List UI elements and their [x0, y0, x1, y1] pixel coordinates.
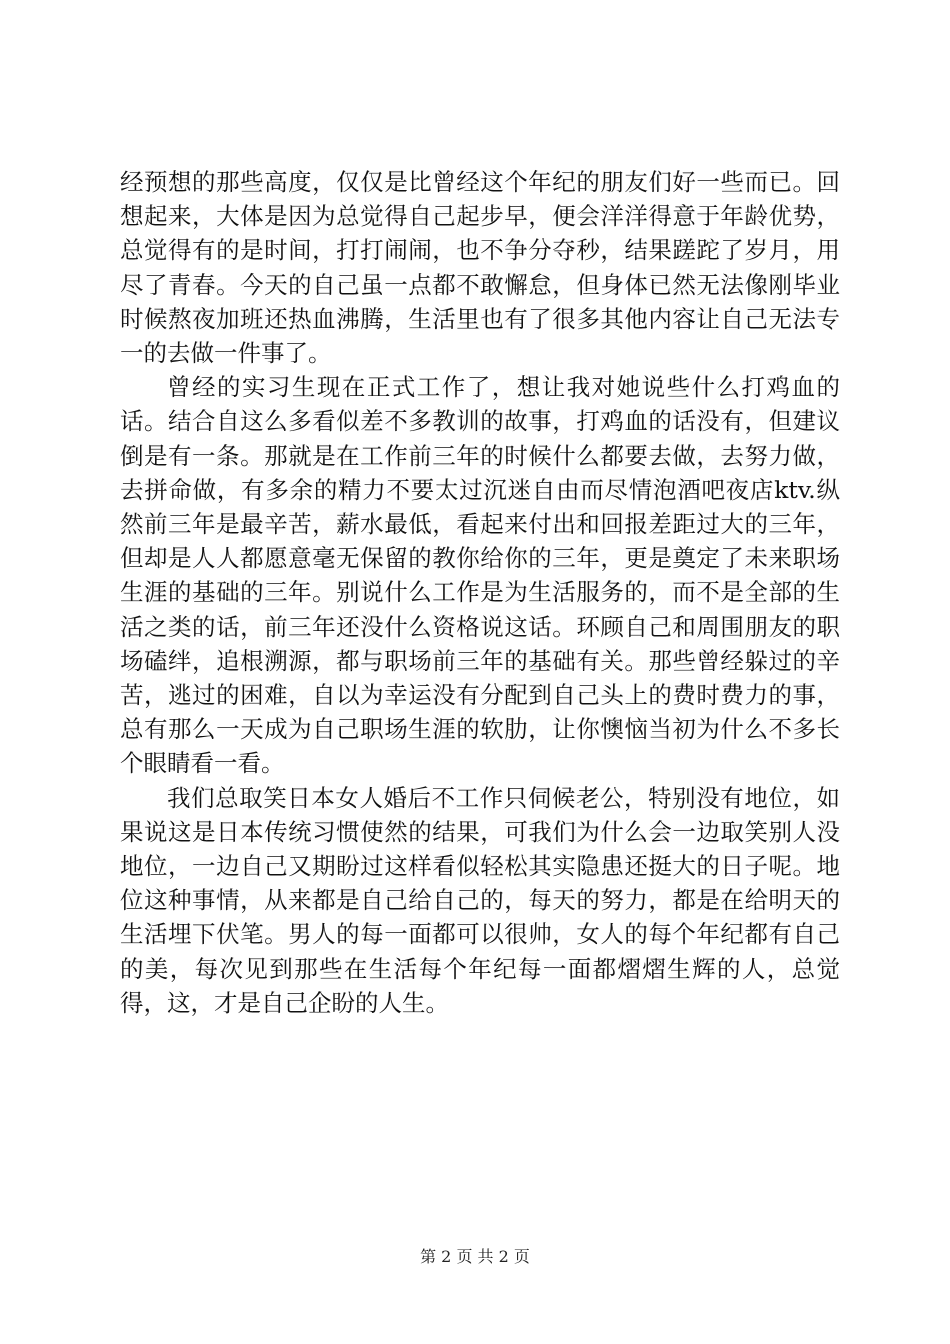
- paragraph-2: 曾经的实习生现在正式工作了，想让我对她说些什么打鸡血的话。结合自这么多看似差不多教训的故事，打鸡血的话没有，但建议倒是有一条。那就是在工作前三年的时候什么都要去做，去努力做，去拼命做，有多余的精力不要太过沉迷自由而尽情泡酒吧夜店ktv.纵然前三年是最辛苦，薪水最低，看起来付出和回报差距过大的三年，但却是人人都愿意毫无保留的教你给你的三年，更是奠定了未来职场生涯的基础的三年。别说什么工作是为生活服务的，而不是全部的生活之类的话，前三年还没什么资格说这话。环顾自己和周围朋友的职场磕绊，追根溯源，都与职场前三年的基础有关。那些曾经躲过的辛苦，逃过的困难，自以为幸运没有分配到自己头上的费时费力的事，总有那么一天成为自己职场生涯的软肋，让你懊恼当初为什么不多长个眼睛看一看。: [120, 373, 840, 778]
- page-number-footer: 第 2 页 共 2 页: [420, 1247, 530, 1266]
- document-body: [120, 165, 840, 1020]
- paragraph-1: 经预想的那些高度，仅仅是比曾经这个年纪的朋友们好一些而已。回想起来，大体是因为总觉得自己起步早，便会洋洋得意于年龄优势，总觉得有的是时间，打打闹闹，也不争分夺秒，结果蹉跎了岁月，用尽了青春。今天的自己虽一点都不敢懈怠，但身体已然无法像刚毕业时候熬夜加班还热血沸腾，生活里也有了很多其他内容让自己无法专一的去做一件事了。: [120, 168, 840, 368]
- paragraph-3: 我们总取笑日本女人婚后不工作只伺候老公，特别没有地位，如果说这是日本传统习惯使然的结果，可我们为什么会一边取笑别人没地位，一边自己又期盼过这样看似轻松其实隐患还挺大的日子呢。地位这种事情，从来都是自己给自己的，每天的努力，都是在给明天的生活埋下伏笔。男人的每一面都可以很帅，女人的每个年纪都有自己的美，每次见到那些在生活每个年纪每一面都熠熠生辉的人，总觉得，这，才是自己企盼的人生。: [120, 783, 840, 1017]
